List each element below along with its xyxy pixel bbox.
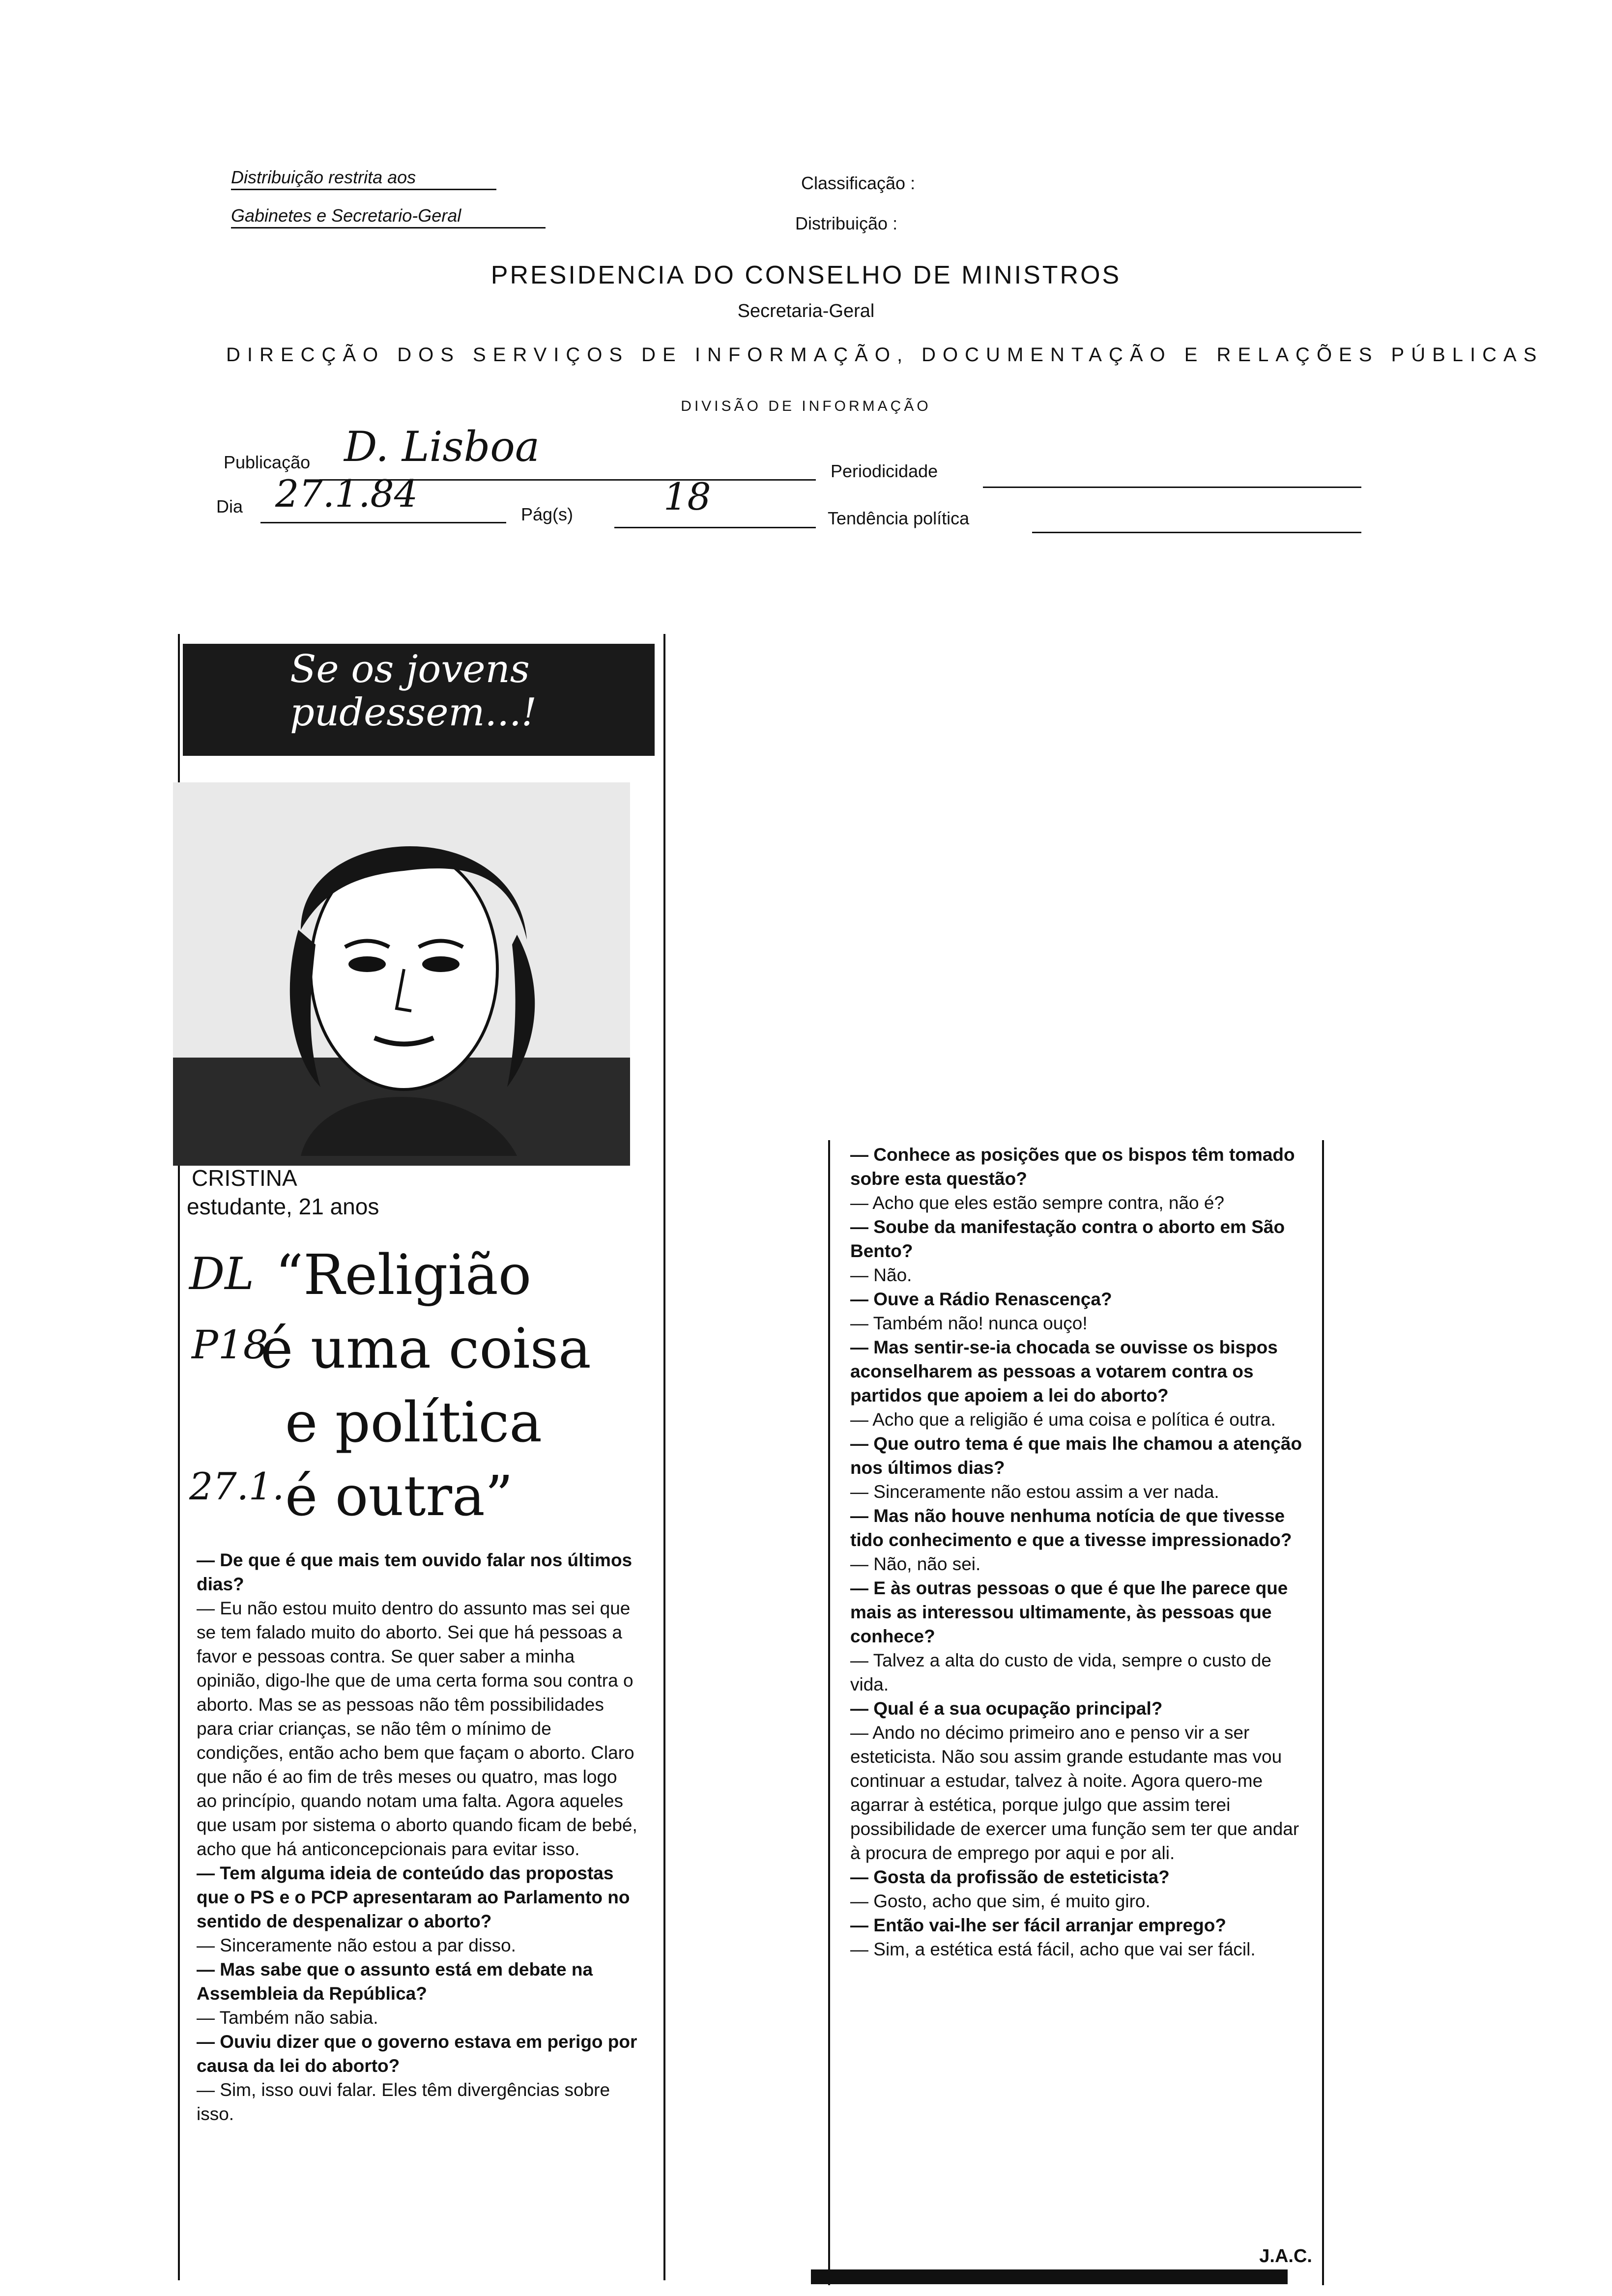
interview-right-column: [835, 1143, 1312, 1961]
interview-answer: — Acho que eles estão sempre contra, não é?: [850, 1193, 1225, 1213]
pags-line: [614, 527, 816, 528]
interviewee-name: CRISTINA: [192, 1165, 297, 1191]
interview-question: — Gosta da profissão de esteticista?: [850, 1867, 1170, 1887]
tendencia-line: [1032, 532, 1361, 533]
pags-label: Pág(s): [521, 504, 574, 524]
distribuicao-label: Distribuição :: [795, 213, 898, 233]
headline-line-3: e política: [285, 1391, 542, 1455]
interview-answer: — Também não! nunca ouço!: [850, 1313, 1088, 1333]
interview-answer: — Eu não estou muito dentro do assunto mas sei que se tem falado muito do aborto. Sei que há pessoas a favor e pessoas contra. Se quer saber a minha opinião, digo-lhe que de uma certa forma sou contra o aborto. Mas se as pessoas não têm possibilidades para criar crianças, se não têm o mínimo de condições, então acho bem que façam o aborto. Claro que não é ao fim de três meses ou quatro, mas logo ao princípio, quando notam uma falta. Agora aqueles que usam por sistema o aborto quando ficam de bebé, acho que há anticoncepcionais para evitar isso.: [197, 1598, 637, 1859]
interview-question: — Mas não houve nenhuma notícia de que tivesse tido conhecimento e que a tivesse impressionado?: [850, 1506, 1292, 1550]
secretaria-geral: Secretaria-Geral: [737, 301, 875, 321]
interviewee-occupation: estudante, 21 anos: [187, 1194, 379, 1219]
portrait-illustration: [173, 782, 630, 1166]
author-signature: J.A.C.: [1259, 2246, 1312, 2267]
interview-question: — Então vai-lhe ser fácil arranjar emprego?: [850, 1915, 1226, 1935]
interview-answer: — Sim, isso ouvi falar. Eles têm divergências sobre isso.: [197, 2080, 610, 2124]
interview-question: — Qual é a sua ocupação principal?: [850, 1698, 1163, 1719]
interview-answer: — Ando no décimo primeiro ano e penso vir a ser esteticista. Não sou assim grande estudante mas vou continuar a estudar, talvez à noite. Agora quero-me agarrar à estética, porque julgo que assim terei possibilidade de exercer uma função sem ter que andar à procura de emprego por aqui e por ali.: [850, 1722, 1299, 1863]
interview-answer: — Acho que a religião é uma coisa e política é outra.: [850, 1409, 1276, 1430]
interview-answer: — Sinceramente não estou assim a ver nada.: [850, 1482, 1219, 1502]
divisao-informacao: DIVISÃO DE INFORMAÇÃO: [681, 398, 931, 414]
distribution-line-2: Gabinetes e Secretario-Geral: [231, 205, 546, 229]
headline-line-2: é uma coisa: [260, 1317, 591, 1381]
interview-question: — Mas sentir-se-ia chocada se ouvisse os bispos aconselharem as pessoas a votarem contra os partidos que apoiem a lei do aborto?: [850, 1337, 1278, 1406]
closing-bar: [811, 2269, 1288, 2284]
right-column-left-rule: [828, 1140, 830, 2285]
tendencia-label: Tendência política: [828, 508, 970, 528]
direccao-servicos: DIRECÇÃO DOS SERVIÇOS DE INFORMAÇÃO, DOCUMENTAÇÃO E RELAÇÕES PÚBLICAS: [226, 344, 1544, 366]
clipping-right-rule: [663, 634, 665, 2280]
interview-left-column: [182, 1548, 639, 2126]
banner-title: Se os jovens pudessem...!: [290, 647, 537, 735]
classificacao-label: Classificação :: [801, 173, 916, 193]
interview-answer: — Talvez a alta do custo de vida, sempre o custo de vida.: [850, 1650, 1271, 1694]
periodicidade-label: Periodicidade: [831, 461, 938, 481]
publicacao-label: Publicação: [224, 452, 311, 472]
periodicidade-line: [983, 487, 1361, 488]
interview-question: — Ouviu dizer que o governo estava em perigo por causa da lei do aborto?: [197, 2032, 637, 2076]
interview-answer: — Sinceramente não estou a par disso.: [197, 1935, 516, 1955]
interview-question: — Tem alguma ideia de conteúdo das propostas que o PS e o PCP apresentaram ao Parlamento no sentido de despenalizar o aborto?: [197, 1863, 630, 1931]
interview-question: — Conhece as posições que os bispos têm tomado sobre esta questão?: [850, 1145, 1295, 1189]
interview-question: — E às outras pessoas o que é que lhe parece que mais as interessou ultimamente, às pessoas que conhece?: [850, 1578, 1288, 1646]
annotation-date: 27.1.: [189, 1464, 285, 1508]
dia-label: Dia: [216, 496, 243, 517]
interview-answer: — Não, não sei.: [850, 1554, 981, 1574]
interview-question: — Que outro tema é que mais lhe chamou a atenção nos últimos dias?: [850, 1434, 1302, 1478]
page-title: PRESIDENCIA DO CONSELHO DE MINISTROS: [490, 261, 1122, 289]
headline-line-1: “Religião: [275, 1243, 532, 1307]
publicacao-handwritten: D. Lisboa: [344, 423, 540, 471]
dia-handwritten: 27.1.84: [275, 472, 418, 516]
interview-answer: — Gosto, acho que sim, é muito giro.: [850, 1891, 1151, 1911]
distribution-line-1: Distribuição restrita aos: [231, 167, 496, 190]
interview-question: — Mas sabe que o assunto está em debate na Assembleia da República?: [197, 1959, 593, 2004]
interview-question: — Soube da manifestação contra o aborto em São Bento?: [850, 1217, 1285, 1261]
dia-line: [260, 522, 506, 523]
interview-answer: — Não.: [850, 1265, 912, 1285]
interview-question: — Ouve a Rádio Renascença?: [850, 1289, 1112, 1309]
interview-answer: — Sim, a estética está fácil, acho que vai ser fácil.: [850, 1939, 1256, 1959]
right-column-right-rule: [1322, 1140, 1324, 2285]
portrait-photo: [173, 782, 630, 1166]
headline-line-4: é outra”: [285, 1464, 514, 1528]
interview-question: — De que é que mais tem ouvido falar nos últimos dias?: [197, 1550, 633, 1594]
annotation-dl: DL: [189, 1248, 254, 1300]
annotation-page: P18: [192, 1322, 268, 1368]
interview-answer: — Também não sabia.: [197, 2008, 378, 2028]
pags-handwritten: 18: [663, 475, 711, 518]
